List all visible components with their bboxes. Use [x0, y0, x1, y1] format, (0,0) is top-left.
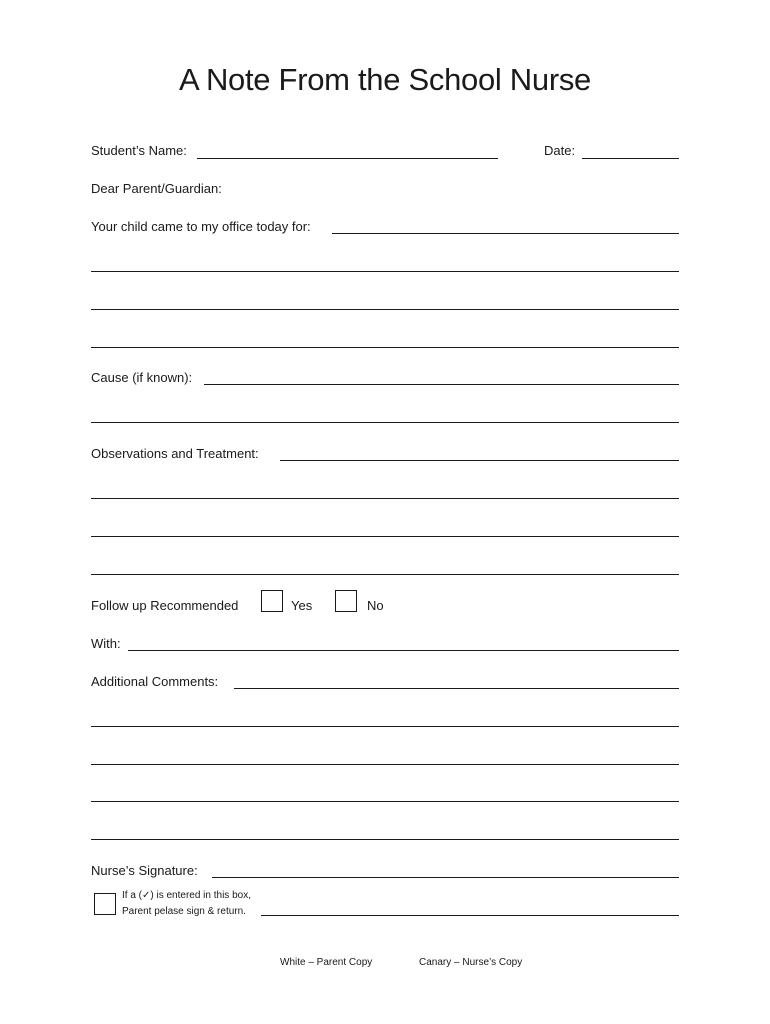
footer-canary-copy: Canary – Nurse’s Copy	[419, 957, 523, 968]
came-for-line-4[interactable]	[91, 347, 679, 348]
cause-line-2[interactable]	[91, 422, 679, 423]
additional-comments-label: Additional Comments:	[91, 674, 219, 689]
parent-signature-field[interactable]	[261, 915, 679, 916]
came-for-field[interactable]	[332, 233, 679, 234]
follow-up-label: Follow up Recommended	[91, 598, 239, 613]
additional-comments-line-5[interactable]	[91, 839, 679, 840]
date-field[interactable]	[582, 158, 679, 159]
parent-sign-checkbox[interactable]	[94, 893, 116, 915]
observations-line-2[interactable]	[91, 498, 679, 499]
came-for-line-3[interactable]	[91, 309, 679, 310]
additional-comments-line-4[interactable]	[91, 801, 679, 802]
came-for-label: Your child came to my office today for:	[91, 219, 311, 234]
student-name-field[interactable]	[197, 158, 498, 159]
additional-comments-line-2[interactable]	[91, 726, 679, 727]
cause-field[interactable]	[204, 384, 679, 385]
date-label: Date:	[544, 143, 576, 158]
observations-line-4[interactable]	[91, 574, 679, 575]
with-field[interactable]	[128, 650, 679, 651]
page-title: A Note From the School Nurse	[178, 62, 591, 97]
observations-label: Observations and Treatment:	[91, 446, 259, 461]
follow-up-yes-checkbox[interactable]	[261, 590, 283, 612]
came-for-line-2[interactable]	[91, 271, 679, 272]
student-name-label: Student’s Name:	[91, 143, 187, 158]
with-label: With:	[91, 636, 121, 651]
nurse-signature-field[interactable]	[212, 877, 679, 878]
observations-field[interactable]	[280, 460, 679, 461]
footer-white-copy: White – Parent Copy	[280, 957, 373, 968]
parent-checkbox-note-line1: If a (✓) is entered in this box,	[122, 890, 251, 901]
parent-checkbox-note-line2: Parent pelase sign & return.	[122, 906, 246, 917]
follow-up-yes-label: Yes	[291, 598, 313, 613]
nurse-signature-label: Nurse’s Signature:	[91, 863, 198, 878]
observations-line-3[interactable]	[91, 536, 679, 537]
follow-up-no-label: No	[367, 598, 384, 613]
greeting-text: Dear Parent/Guardian:	[91, 181, 222, 196]
cause-label: Cause (if known):	[91, 370, 193, 385]
follow-up-no-checkbox[interactable]	[335, 590, 357, 612]
additional-comments-field[interactable]	[234, 688, 679, 689]
additional-comments-line-3[interactable]	[91, 764, 679, 765]
